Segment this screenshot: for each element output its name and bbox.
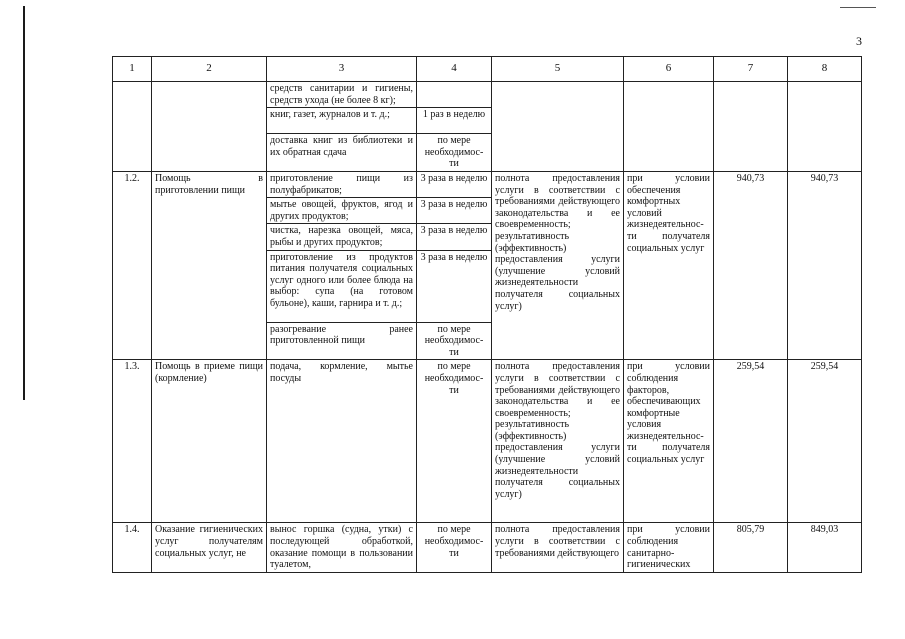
header-cell: 3 (267, 57, 417, 82)
header-cell: 1 (113, 57, 152, 82)
service-title: Помощь в приготовлении пищи (152, 171, 267, 359)
quality-criteria (492, 82, 624, 172)
service-frequency: 1 раз в неделю (417, 108, 492, 134)
service-item: разогревание ранее приготовленной пищи (267, 322, 417, 360)
service-item: книг, газет, журналов и т. д.; (267, 108, 417, 134)
service-frequency: по мере необходимос-ти (417, 523, 492, 572)
service-item: приготовление из продуктов питания получателя социальных услуг одного или более блюда на выбор: супа (на готовом бульоне), каши, гарнира и т. д.; (267, 250, 417, 322)
tariff-col8: 849,03 (788, 523, 862, 572)
tariff-col7: 940,73 (714, 171, 788, 359)
tariff-col7 (714, 82, 788, 172)
header-cell: 4 (417, 57, 492, 82)
tariff-col8: 940,73 (788, 171, 862, 359)
table-row (113, 360, 862, 523)
quality-criteria: полнота предоставления услуги в соответствии с требованиями действующего законодательства и ее своевременность; результативность (эффективность) предоставления услуги (улучшение условий жизнедеятельности получателя социальных услуг) (492, 360, 624, 523)
service-frequency: по мере необходимос-ти (417, 322, 492, 360)
scan-mark (840, 7, 876, 8)
header-cell: 8 (788, 57, 862, 82)
service-frequency: по мере необходимос-ти (417, 134, 492, 172)
quality-criteria: полнота предоставления услуги в соответствии с требованиями действующего законодательства и ее своевременность; результативность (эффективность) предоставления услуги (улучшение условий жизнедеятельности получателя социальных услуг) (492, 171, 624, 359)
header-cell: 6 (624, 57, 714, 82)
conditions (624, 82, 714, 172)
service-title (152, 82, 267, 172)
service-frequency: 3 раза в неделю (417, 224, 492, 250)
service-frequency: 3 раза в неделю (417, 171, 492, 197)
service-item: мытье овощей, фруктов, ягод и других продуктов; (267, 198, 417, 224)
services-table (112, 56, 862, 573)
row-number (113, 82, 152, 172)
conditions: при условии обеспечения комфортных условий жизнедеятельнос-ти получателя социальных услуг (624, 171, 714, 359)
service-item: доставка книг из библиотеки и их обратная сдача (267, 134, 417, 172)
tariff-col8: 259,54 (788, 360, 862, 523)
row-number: 1.3. (113, 360, 152, 523)
service-title: Оказание гигиенических услуг получателям социальных услуг, не (152, 523, 267, 572)
tariff-col7: 805,79 (714, 523, 788, 572)
table-header-row (113, 57, 862, 82)
table-row (113, 523, 862, 572)
service-frequency: 3 раза в неделю (417, 198, 492, 224)
service-item: чистка, нарезка овощей, мяса, рыбы и других продуктов; (267, 224, 417, 250)
quality-criteria: полнота предоставления услуги в соответствии с требованиями действующего (492, 523, 624, 572)
table-row (113, 171, 862, 197)
tariff-col8 (788, 82, 862, 172)
conditions: при условии соблюдения санитарно-гигиенических (624, 523, 714, 572)
header-cell: 2 (152, 57, 267, 82)
tariff-col7: 259,54 (714, 360, 788, 523)
service-item: средств санитарии и гигиены, средств ухода (не более 8 кг); (267, 82, 417, 108)
header-cell: 7 (714, 57, 788, 82)
service-title: Помощь в приеме пищи (кормление) (152, 360, 267, 523)
row-number: 1.2. (113, 171, 152, 359)
conditions: при условии соблюдения факторов, обеспечивающих комфортные условия жизнедеятельнос-ти получателя социальных услуг (624, 360, 714, 523)
service-item: вынос горшка (судна, утки) с последующей обработкой, оказание помощи в пользовании туалетом, (267, 523, 417, 572)
service-frequency: 3 раза в неделю (417, 250, 492, 322)
service-frequency (417, 82, 492, 108)
service-frequency: по мере необходимос-ти (417, 360, 492, 523)
page-number: 3 (856, 34, 862, 48)
header-cell: 5 (492, 57, 624, 82)
table-row (113, 82, 862, 108)
service-item: приготовление пищи из полуфабрикатов; (267, 171, 417, 197)
row-number: 1.4. (113, 523, 152, 572)
binding-line (23, 6, 25, 400)
service-item: подача, кормление, мытье посуды (267, 360, 417, 523)
